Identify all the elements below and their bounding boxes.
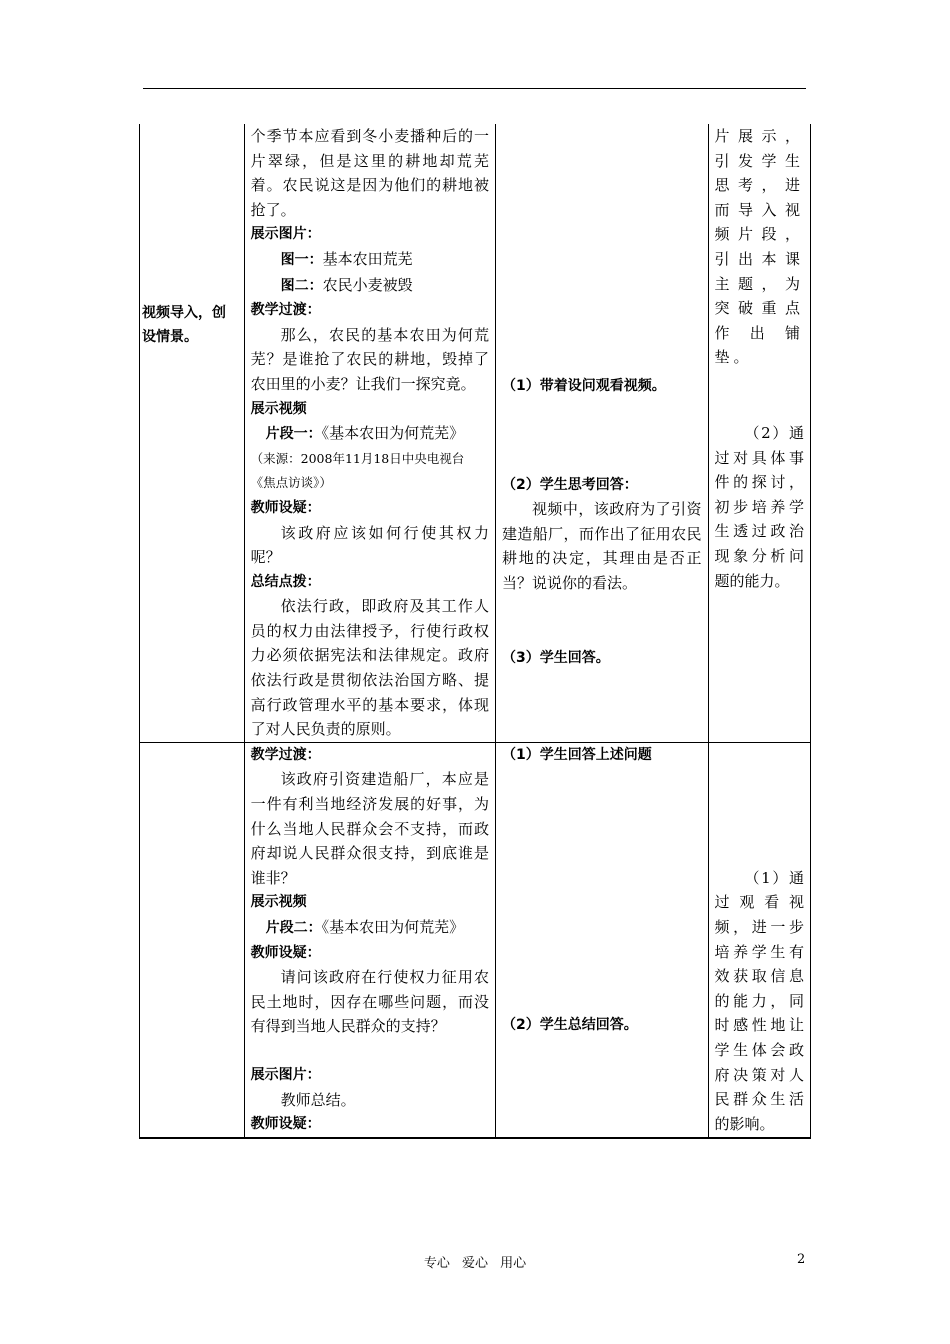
- video-source: （来源：2008年11月18日中央电视台《焦点访谈》）: [250, 450, 465, 491]
- teacher-heading: 展示视频: [250, 400, 307, 417]
- student-text: （3）学生回答。: [501, 649, 610, 666]
- lesson-plan-table: [139, 124, 811, 1139]
- footer-motto: 专心 爱心 用心: [423, 1256, 527, 1271]
- teacher-heading: 展示视频: [250, 894, 307, 911]
- teacher-text: 该政府引资建造船厂，本应是一件有利当地经济发展的好事，为什么当地人民群众会不支持，而政府却说人民群众很支持，到底谁是谁非？: [250, 770, 489, 887]
- student-activity-cell: [495, 124, 708, 742]
- teacher-subheading: 图一：: [280, 251, 323, 268]
- teacher-text: 《基本农田为何荒芜》: [321, 424, 465, 443]
- teacher-text: 农民小麦被毁: [322, 275, 413, 294]
- intent-text: 片展示，引发学生思考，进而导入视频片段，引出本课主题，为突破重点作出铺垫。: [714, 127, 804, 367]
- teacher-text: 该政府应该如何行使其权力呢？: [250, 523, 489, 567]
- teacher-text: 那么，农民的基本农田为何荒芜？是谁抢了农民的耕地，毁掉了农田里的小麦？让我们一探究竟。: [250, 325, 489, 393]
- student-text: （2）学生思考回答：: [501, 476, 638, 493]
- page-number: 2: [797, 1252, 806, 1267]
- teacher-heading: 教师设疑：: [250, 499, 321, 516]
- student-activity-cell: [495, 742, 708, 1137]
- table-row: [140, 742, 811, 1137]
- teacher-subheading: 片段二：: [265, 920, 322, 936]
- teacher-subheading: 图二：: [280, 277, 323, 294]
- stage-cell: [140, 742, 245, 1137]
- teacher-text: 依法行政，即政府及其工作人员的权力由法律授予，行使行政权力必须依据宪法和法律规定。政府依法行政是贯彻依法治国方略、提高行政管理水平的基本要求，体现了对人民负责的原则。: [250, 597, 489, 739]
- teacher-heading: 展示图片：: [250, 226, 321, 243]
- teacher-activity-cell: [244, 742, 495, 1137]
- student-text: （1）带着设问观看视频。: [501, 378, 666, 394]
- teacher-heading: 展示图片：: [250, 1066, 321, 1083]
- teacher-heading: 教师设疑：: [250, 1116, 321, 1133]
- teacher-subheading: 片段一：: [265, 426, 322, 443]
- student-text: 视频中，该政府为了引资建造船厂，而作出了征用农民耕地的决定，其理由是否正当？说说你的看法。: [501, 500, 702, 592]
- teacher-heading: 总结点拨：: [250, 573, 321, 590]
- header-rule: [143, 88, 806, 89]
- teacher-activity-cell: [244, 124, 495, 742]
- teacher-heading: 教师设疑：: [250, 944, 321, 961]
- teacher-text: 基本农田荒芜: [322, 249, 413, 268]
- design-intent-cell: [708, 124, 811, 742]
- design-intent-cell: [708, 742, 811, 1137]
- table-row: [140, 124, 811, 742]
- stage-label: 视频导入，创设情景。: [142, 305, 226, 345]
- student-text: （1）学生回答上述问题: [501, 746, 652, 763]
- teacher-heading: 教学过渡：: [250, 302, 321, 319]
- intent-text: （1）通过观看视频，进一步培养学生有效获取信息的能力，同时感性地让学生体会政府决策对人民群众生活的影响。: [714, 868, 804, 1133]
- teacher-heading: 教学过渡：: [250, 746, 321, 763]
- stage-cell: [140, 124, 245, 742]
- teacher-text: 请问该政府在行使权力征用农民土地时，因存在哪些问题，而没有得到当地人民群众的支持？: [250, 968, 489, 1036]
- teacher-text: 个季节本应看到冬小麦播种后的一片翠绿，但是这里的耕地却荒芜着。农民说这是因为他们的耕地被抢了。: [250, 127, 489, 219]
- student-text: （2）学生总结回答。: [501, 1017, 638, 1034]
- teacher-text: 《基本农田为何荒芜》: [321, 918, 465, 936]
- teacher-text: 教师总结。: [280, 1090, 356, 1109]
- intent-text: （2）通过对具体事件的探讨，初步培养学生透过政治现象分析问题的能力。: [714, 423, 804, 590]
